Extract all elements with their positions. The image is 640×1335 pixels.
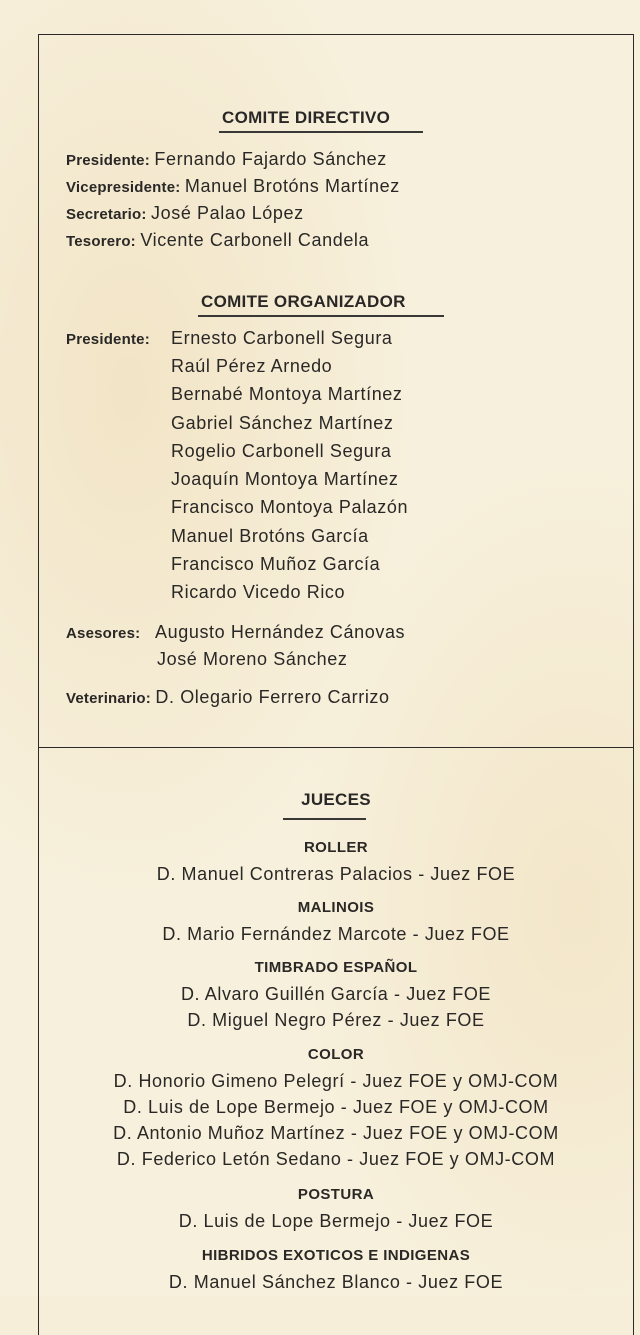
judge: D. Luis de Lope Bermejo - Juez FOE: [178, 1211, 494, 1231]
member: Rogelio Carbonell Segura: [171, 441, 392, 461]
row-tesorero: [66, 230, 369, 251]
name: José Palao López: [151, 203, 304, 223]
judge: D. Miguel Negro Pérez - Juez FOE: [187, 1010, 485, 1030]
category-malinois: MALINOIS: [297, 899, 375, 916]
member: Gabriel Sánchez Martínez: [171, 413, 394, 433]
member: Ricardo Vicedo Rico: [171, 582, 346, 602]
category-timbrado: TIMBRADO ESPAÑOL: [254, 959, 418, 976]
category-roller: ROLLER: [303, 839, 369, 856]
label: Tesorero:: [66, 233, 136, 250]
judge: D. Luis de Lope Bermejo - Juez FOE y OMJ-COM: [123, 1097, 549, 1117]
heading-underline: [219, 131, 423, 133]
member: Raúl Pérez Arnedo: [171, 356, 333, 376]
heading-underline: [198, 315, 444, 317]
name: D. Olegario Ferrero Carrizo: [155, 687, 390, 707]
category-color: COLOR: [307, 1046, 365, 1063]
heading-jueces: JUECES: [301, 790, 371, 809]
name: Manuel Brotóns Martínez: [184, 176, 400, 196]
row-presidente: [66, 149, 387, 170]
label: Secretario:: [66, 206, 147, 223]
row-veterinario: [66, 687, 390, 708]
member: Francisco Muñoz García: [171, 554, 381, 574]
asesor: José Moreno Sánchez: [157, 649, 348, 669]
judge: D. Mario Fernández Marcote - Juez FOE: [162, 924, 510, 944]
member: Manuel Brotóns García: [171, 526, 369, 546]
label-presidente: Presidente:: [66, 331, 150, 348]
name: Vicente Carbonell Candela: [140, 230, 370, 250]
label: Veterinario:: [66, 690, 151, 707]
section-divider: [38, 747, 634, 748]
heading-comite-directivo: COMITE DIRECTIVO: [222, 108, 391, 127]
judge: D. Antonio Muñoz Martínez - Juez FOE y OMJ-COM: [113, 1123, 559, 1143]
member: Bernabé Montoya Martínez: [171, 384, 403, 404]
label-asesores: Asesores:: [66, 625, 141, 642]
asesor: Augusto Hernández Cánovas: [155, 622, 406, 642]
label: Vicepresidente:: [66, 179, 181, 196]
heading-underline: [283, 818, 366, 820]
category-postura: POSTURA: [297, 1186, 375, 1203]
judge: D. Manuel Contreras Palacios - Juez FOE: [156, 864, 516, 884]
judge: D. Federico Letón Sedano - Juez FOE y OMJ-COM: [116, 1149, 556, 1169]
judge: D. Honorio Gimeno Pelegrí - Juez FOE y OMJ-COM: [113, 1071, 559, 1091]
judge: D. Manuel Sánchez Blanco - Juez FOE: [168, 1272, 504, 1292]
category-hibridos: HIBRIDOS EXOTICOS E INDIGENAS: [201, 1247, 471, 1264]
member: Joaquín Montoya Martínez: [171, 469, 399, 489]
judge: D. Alvaro Guillén García - Juez FOE: [180, 984, 492, 1004]
row-vicepresidente: [66, 176, 400, 197]
row-secretario: [66, 203, 304, 224]
name: Fernando Fajardo Sánchez: [154, 149, 387, 169]
label: Presidente:: [66, 152, 150, 169]
member: Francisco Montoya Palazón: [171, 497, 409, 517]
member: Ernesto Carbonell Segura: [171, 328, 393, 348]
heading-comite-organizador: COMITE ORGANIZADOR: [201, 292, 406, 311]
